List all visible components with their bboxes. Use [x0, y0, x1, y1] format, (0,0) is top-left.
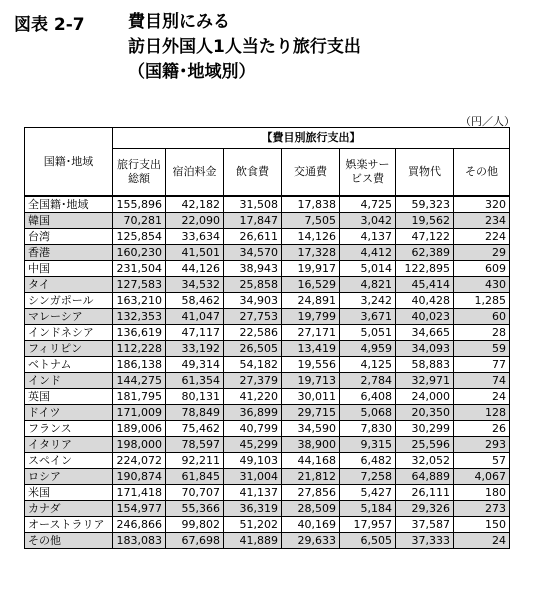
value-cell: 155,896	[113, 196, 166, 213]
value-cell: 5,184	[340, 501, 396, 517]
country-name: フィリピン	[25, 341, 113, 357]
country-name: カナダ	[25, 501, 113, 517]
value-cell: 45,414	[396, 277, 454, 293]
value-cell: 20,350	[396, 405, 454, 421]
value-cell: 198,000	[113, 437, 166, 453]
unit-label: （円／人）	[460, 115, 515, 128]
country-name: マレーシア	[25, 309, 113, 325]
value-cell: 26	[454, 421, 510, 437]
country-name: ドイツ	[25, 405, 113, 421]
table-row	[25, 357, 510, 373]
value-cell: 17,957	[340, 517, 396, 533]
value-cell: 40,169	[282, 517, 340, 533]
value-cell: 41,889	[224, 533, 282, 549]
table-row	[25, 485, 510, 501]
value-cell: 41,501	[166, 245, 224, 261]
value-cell: 150	[454, 517, 510, 533]
table-row	[25, 341, 510, 357]
value-cell: 4,821	[340, 277, 396, 293]
figure-title	[128, 10, 361, 85]
value-cell: 33,192	[166, 341, 224, 357]
value-cell: 3,671	[340, 309, 396, 325]
value-cell: 31,508	[224, 196, 282, 213]
value-cell: 9,315	[340, 437, 396, 453]
value-cell: 6,505	[340, 533, 396, 549]
value-cell: 112,228	[113, 341, 166, 357]
value-cell: 26,111	[396, 485, 454, 501]
table-row	[25, 325, 510, 341]
value-cell: 70,707	[166, 485, 224, 501]
table-row	[25, 277, 510, 293]
value-cell: 59	[454, 341, 510, 357]
column-header: 買物代	[396, 149, 454, 197]
country-name: フランス	[25, 421, 113, 437]
value-cell: 31,004	[224, 469, 282, 485]
value-cell: 92,211	[166, 453, 224, 469]
value-cell: 13,419	[282, 341, 340, 357]
value-cell: 4,067	[454, 469, 510, 485]
value-cell: 186,138	[113, 357, 166, 373]
value-cell: 36,899	[224, 405, 282, 421]
value-cell: 60	[454, 309, 510, 325]
value-cell: 41,220	[224, 389, 282, 405]
value-cell: 37,333	[396, 533, 454, 549]
value-cell: 125,854	[113, 229, 166, 245]
value-cell: 246,866	[113, 517, 166, 533]
value-cell: 19,562	[396, 213, 454, 229]
figure-label: 図表 2-7	[14, 15, 85, 35]
country-name: スペイン	[25, 453, 113, 469]
value-cell: 99,802	[166, 517, 224, 533]
value-cell: 231,504	[113, 261, 166, 277]
value-cell: 19,556	[282, 357, 340, 373]
column-header: 宿泊料金	[166, 149, 224, 197]
country-name: 英国	[25, 389, 113, 405]
table-row	[25, 229, 510, 245]
value-cell: 154,977	[113, 501, 166, 517]
value-cell: 14,126	[282, 229, 340, 245]
value-cell: 61,845	[166, 469, 224, 485]
value-cell: 41,047	[166, 309, 224, 325]
value-cell: 5,014	[340, 261, 396, 277]
column-header: 交通費	[282, 149, 340, 197]
value-cell: 132,353	[113, 309, 166, 325]
value-cell: 2,784	[340, 373, 396, 389]
country-name: 香港	[25, 245, 113, 261]
value-cell: 40,023	[396, 309, 454, 325]
value-cell: 160,230	[113, 245, 166, 261]
value-cell: 16,529	[282, 277, 340, 293]
value-cell: 19,917	[282, 261, 340, 277]
table-row	[25, 389, 510, 405]
value-cell: 3,042	[340, 213, 396, 229]
value-cell: 70,281	[113, 213, 166, 229]
value-cell: 57	[454, 453, 510, 469]
value-cell: 29,326	[396, 501, 454, 517]
value-cell: 67,698	[166, 533, 224, 549]
value-cell: 144,275	[113, 373, 166, 389]
value-cell: 40,428	[396, 293, 454, 309]
value-cell: 62,389	[396, 245, 454, 261]
value-cell: 6,408	[340, 389, 396, 405]
value-cell: 54,182	[224, 357, 282, 373]
value-cell: 171,009	[113, 405, 166, 421]
country-name: ベトナム	[25, 357, 113, 373]
column-header: 娯楽サービス費	[340, 149, 396, 197]
table-row	[25, 501, 510, 517]
value-cell: 49,314	[166, 357, 224, 373]
value-cell: 49,103	[224, 453, 282, 469]
value-cell: 51,202	[224, 517, 282, 533]
value-cell: 24	[454, 533, 510, 549]
value-cell: 171,418	[113, 485, 166, 501]
country-name: 米国	[25, 485, 113, 501]
value-cell: 430	[454, 277, 510, 293]
country-name: 韓国	[25, 213, 113, 229]
value-cell: 42,182	[166, 196, 224, 213]
table-row	[25, 405, 510, 421]
value-cell: 320	[454, 196, 510, 213]
value-cell: 45,299	[224, 437, 282, 453]
value-cell: 29	[454, 245, 510, 261]
value-cell: 58,462	[166, 293, 224, 309]
country-name: 中国	[25, 261, 113, 277]
table-row	[25, 437, 510, 453]
country-name: イタリア	[25, 437, 113, 453]
value-cell: 127,583	[113, 277, 166, 293]
table-row	[25, 309, 510, 325]
table-row	[25, 533, 510, 549]
value-cell: 17,328	[282, 245, 340, 261]
table-row	[25, 421, 510, 437]
value-cell: 6,482	[340, 453, 396, 469]
value-cell: 59,323	[396, 196, 454, 213]
value-cell: 22,090	[166, 213, 224, 229]
value-cell: 26,505	[224, 341, 282, 357]
value-cell: 25,858	[224, 277, 282, 293]
value-cell: 34,093	[396, 341, 454, 357]
country-name: インドネシア	[25, 325, 113, 341]
value-cell: 30,299	[396, 421, 454, 437]
table-row	[25, 261, 510, 277]
value-cell: 17,838	[282, 196, 340, 213]
row-header: 国籍･地域	[25, 128, 113, 197]
country-name: シンガポール	[25, 293, 113, 309]
value-cell: 273	[454, 501, 510, 517]
country-name: 台湾	[25, 229, 113, 245]
value-cell: 29,633	[282, 533, 340, 549]
title-line-1: 費目別にみる	[128, 12, 230, 32]
table-row	[25, 196, 510, 213]
value-cell: 58,883	[396, 357, 454, 373]
value-cell: 34,590	[282, 421, 340, 437]
country-name: その他	[25, 533, 113, 549]
value-cell: 122,895	[396, 261, 454, 277]
value-cell: 190,874	[113, 469, 166, 485]
value-cell: 22,586	[224, 325, 282, 341]
value-cell: 44,168	[282, 453, 340, 469]
value-cell: 77	[454, 357, 510, 373]
value-cell: 1,285	[454, 293, 510, 309]
value-cell: 55,366	[166, 501, 224, 517]
value-cell: 609	[454, 261, 510, 277]
value-cell: 41,137	[224, 485, 282, 501]
value-cell: 27,171	[282, 325, 340, 341]
value-cell: 24,000	[396, 389, 454, 405]
value-cell: 32,971	[396, 373, 454, 389]
value-cell: 30,011	[282, 389, 340, 405]
country-name: オーストラリア	[25, 517, 113, 533]
value-cell: 4,125	[340, 357, 396, 373]
value-cell: 29,715	[282, 405, 340, 421]
value-cell: 293	[454, 437, 510, 453]
value-cell: 17,847	[224, 213, 282, 229]
value-cell: 44,126	[166, 261, 224, 277]
expenditure-table	[24, 127, 510, 549]
value-cell: 36,319	[224, 501, 282, 517]
value-cell: 37,587	[396, 517, 454, 533]
value-cell: 5,051	[340, 325, 396, 341]
value-cell: 47,117	[166, 325, 224, 341]
table-row	[25, 293, 510, 309]
table-row	[25, 469, 510, 485]
value-cell: 19,799	[282, 309, 340, 325]
column-header: 飲食費	[224, 149, 282, 197]
value-cell: 24,891	[282, 293, 340, 309]
value-cell: 40,799	[224, 421, 282, 437]
value-cell: 75,462	[166, 421, 224, 437]
value-cell: 4,412	[340, 245, 396, 261]
title-line-2: 訪日外国人1人当たり旅行支出	[128, 37, 361, 57]
value-cell: 5,427	[340, 485, 396, 501]
value-cell: 181,795	[113, 389, 166, 405]
country-name: インド	[25, 373, 113, 389]
column-header: 旅行支出総額	[113, 149, 166, 197]
value-cell: 224,072	[113, 453, 166, 469]
table-row	[25, 517, 510, 533]
value-cell: 163,210	[113, 293, 166, 309]
value-cell: 27,856	[282, 485, 340, 501]
value-cell: 28	[454, 325, 510, 341]
value-cell: 38,900	[282, 437, 340, 453]
value-cell: 32,052	[396, 453, 454, 469]
value-cell: 19,713	[282, 373, 340, 389]
value-cell: 34,570	[224, 245, 282, 261]
value-cell: 78,849	[166, 405, 224, 421]
value-cell: 128	[454, 405, 510, 421]
value-cell: 80,131	[166, 389, 224, 405]
value-cell: 27,379	[224, 373, 282, 389]
value-cell: 234	[454, 213, 510, 229]
title-line-3: （国籍･地域別）	[128, 62, 256, 82]
value-cell: 78,597	[166, 437, 224, 453]
value-cell: 4,137	[340, 229, 396, 245]
country-name: 全国籍･地域	[25, 196, 113, 213]
group-header: 【費目別旅行支出】	[113, 128, 510, 149]
value-cell: 3,242	[340, 293, 396, 309]
value-cell: 34,903	[224, 293, 282, 309]
value-cell: 7,505	[282, 213, 340, 229]
table-row	[25, 245, 510, 261]
value-cell: 7,830	[340, 421, 396, 437]
value-cell: 61,354	[166, 373, 224, 389]
value-cell: 180	[454, 485, 510, 501]
country-name: ロシア	[25, 469, 113, 485]
value-cell: 136,619	[113, 325, 166, 341]
value-cell: 5,068	[340, 405, 396, 421]
value-cell: 74	[454, 373, 510, 389]
value-cell: 183,083	[113, 533, 166, 549]
column-header: その他	[454, 149, 510, 197]
value-cell: 24	[454, 389, 510, 405]
value-cell: 4,725	[340, 196, 396, 213]
value-cell: 224	[454, 229, 510, 245]
value-cell: 189,006	[113, 421, 166, 437]
table-row	[25, 373, 510, 389]
value-cell: 34,532	[166, 277, 224, 293]
value-cell: 4,959	[340, 341, 396, 357]
value-cell: 27,753	[224, 309, 282, 325]
value-cell: 34,665	[396, 325, 454, 341]
value-cell: 33,634	[166, 229, 224, 245]
value-cell: 28,509	[282, 501, 340, 517]
table-body	[25, 196, 510, 549]
table-row	[25, 213, 510, 229]
value-cell: 25,596	[396, 437, 454, 453]
value-cell: 38,943	[224, 261, 282, 277]
value-cell: 64,889	[396, 469, 454, 485]
value-cell: 26,611	[224, 229, 282, 245]
table-row	[25, 453, 510, 469]
value-cell: 21,812	[282, 469, 340, 485]
value-cell: 47,122	[396, 229, 454, 245]
country-name: タイ	[25, 277, 113, 293]
value-cell: 7,258	[340, 469, 396, 485]
